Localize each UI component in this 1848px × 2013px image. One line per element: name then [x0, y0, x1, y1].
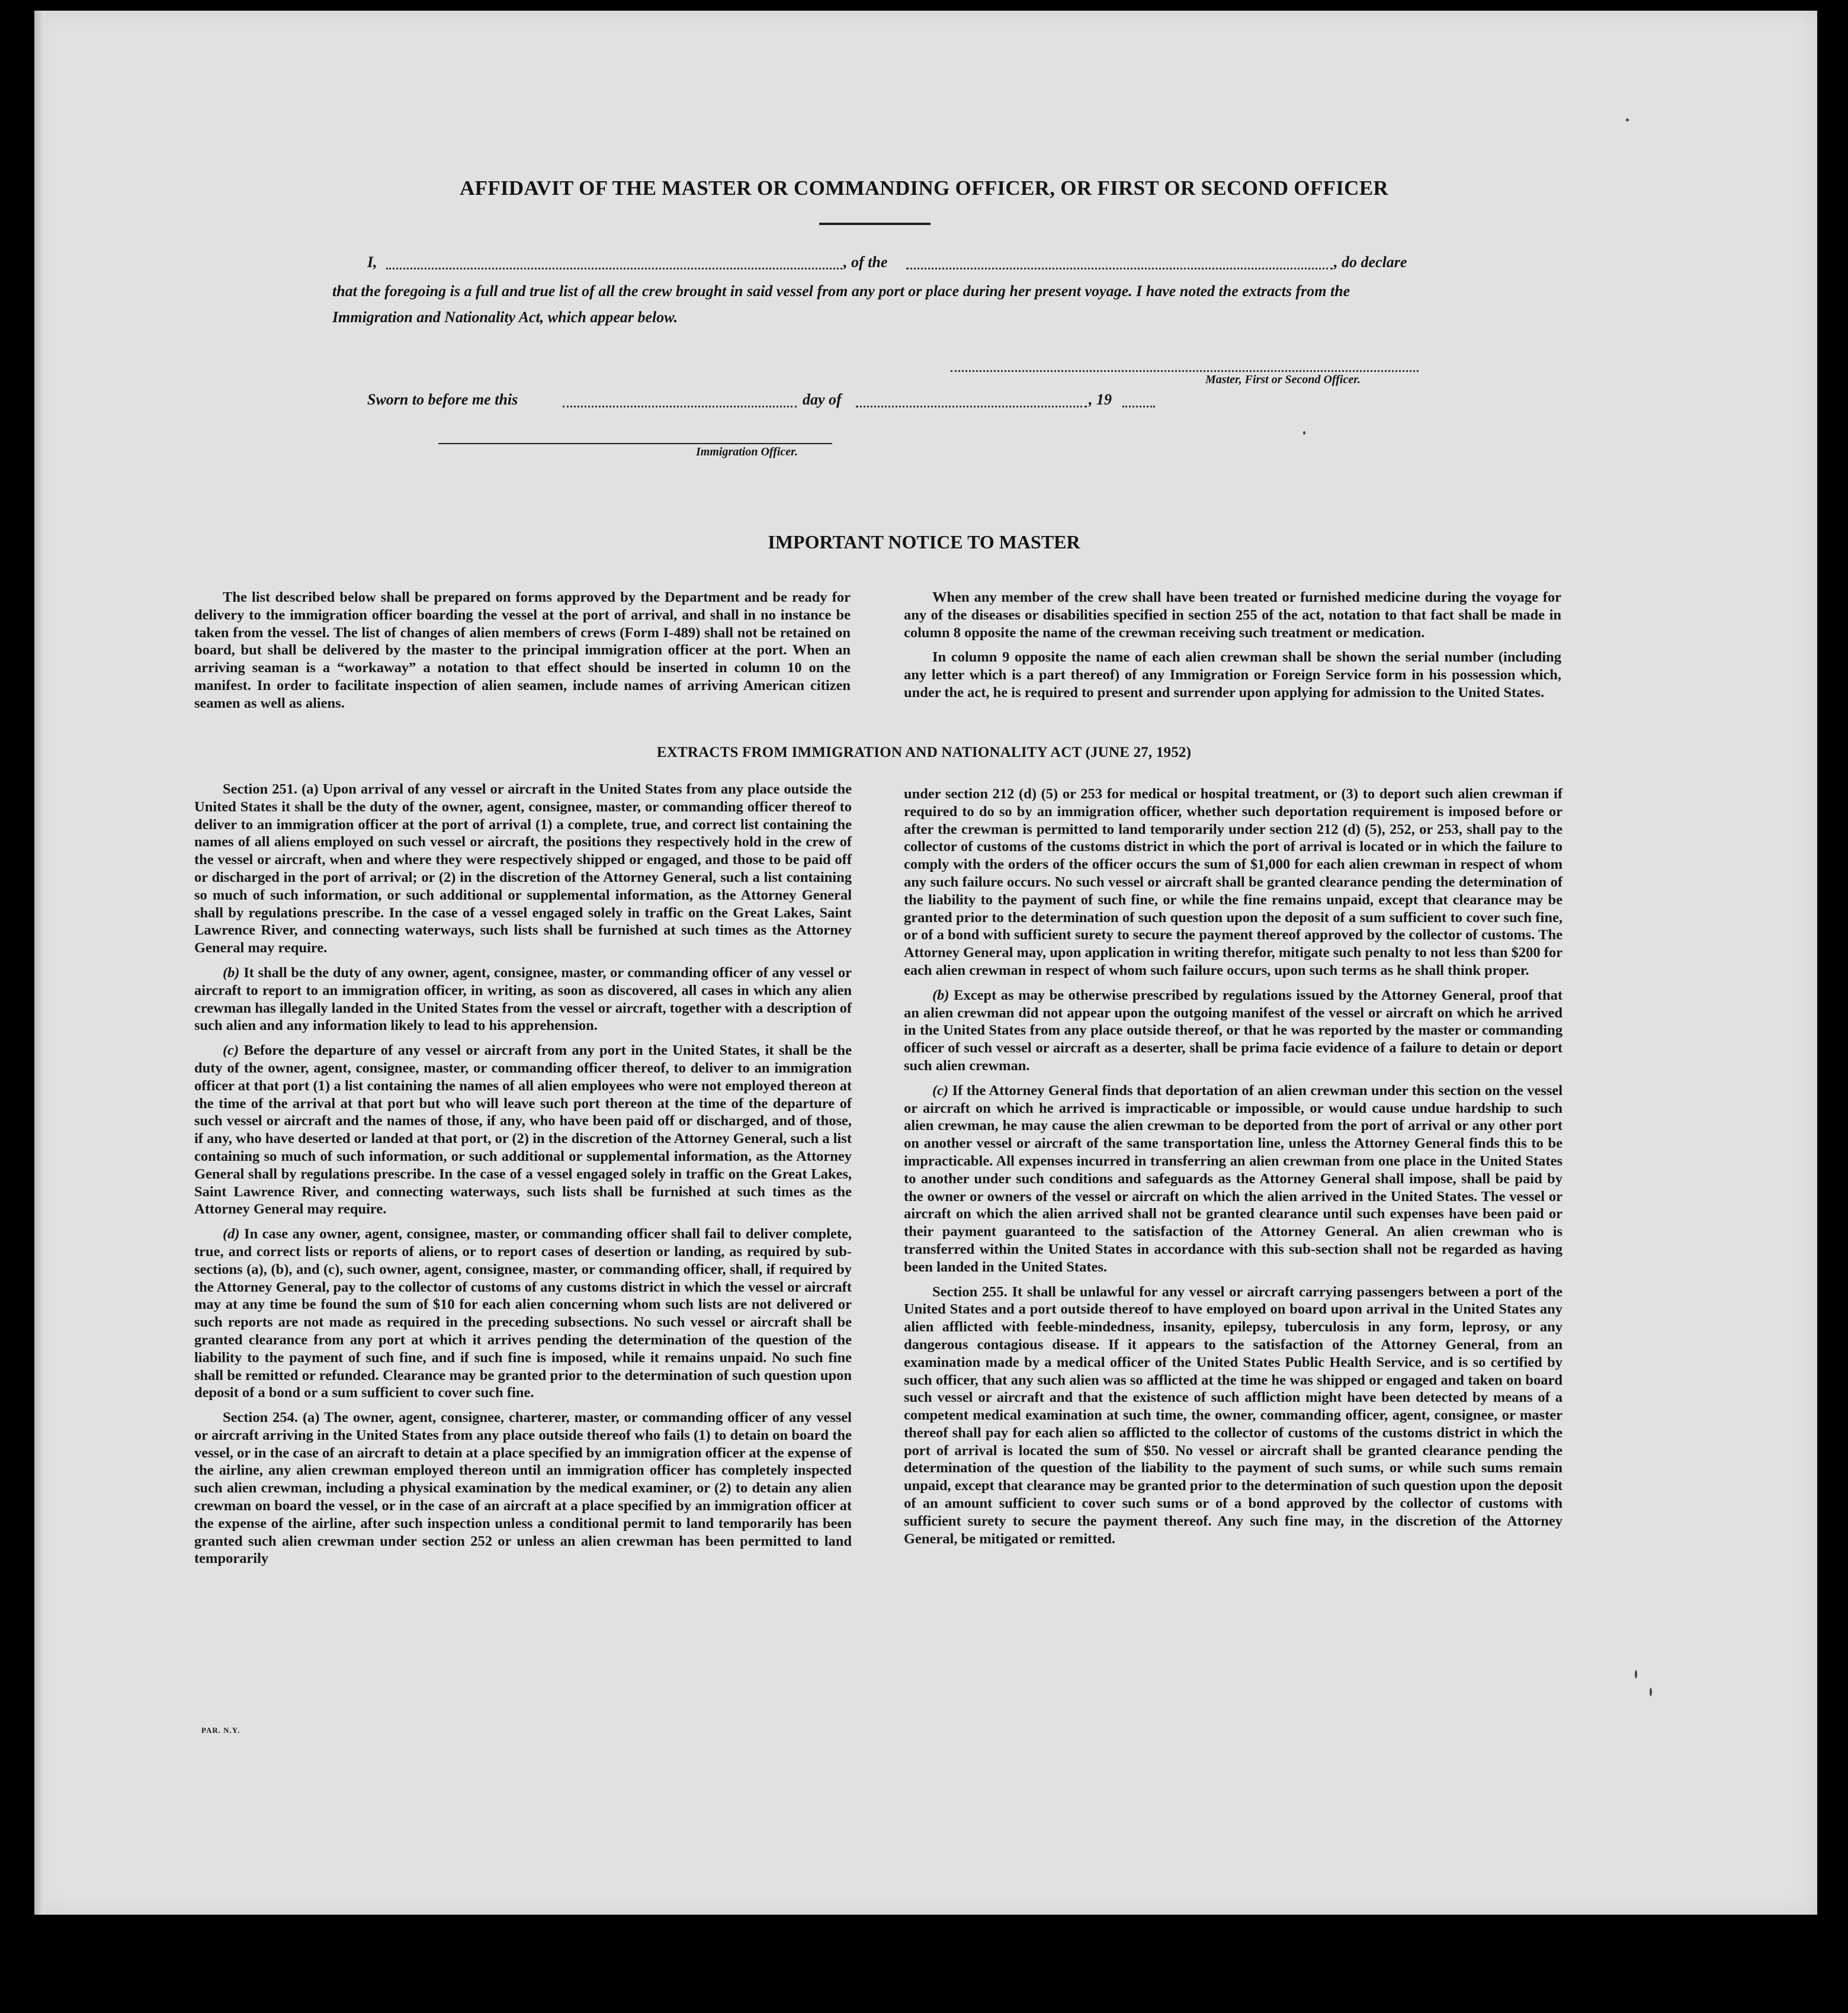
- signature-caption: Master, First or Second Officer.: [1205, 373, 1361, 386]
- sworn-month-blank-line[interactable]: [856, 406, 1087, 407]
- scan-speck: [1626, 118, 1629, 121]
- extract-paragraph: Section 255. It shall be unlawful for any vessel or aircraft carrying passengers between a port of the United States and a port outside thereof to have employed on board upon arrival in the United States any alien afflicted with feeble-mindedness, insanity, epilepsy, tuberculosis in any form, leprosy, or any dangerous contagious disease. If it appears to the satisfaction of the Attorney General, from an examination made by a medical officer of the United States Public Health Service, and is so certified by such officer, that any such alien was so afflicted at the time he was shipped or engaged and taken on board such vessel or aircraft and that the existence of such affliction might have been detected by means of a competent medical examination at such time, the owner, commanding officer, agent, consignee, or master thereof shall pay for each alien so afflicted to the collector of customs of the customs district in which the port of arrival is located the sum of $50. No vessel or aircraft shall be granted clearance pending the determination of the question of the liability to the payment of such sums, or while such sums remain unpaid, except that clearance may be granted prior to the determination of such question upon the deposit of an amount sufficient to cover such sums or of a bond approved by the collector of customs with sufficient surety to secure the payment thereof. Any such fine may, in the discretion of the Attorney General, be mitigated or remitted.: [904, 1283, 1563, 1547]
- affidavit-title: AFFIDAVIT OF THE MASTER OR COMMANDING OFFICER, OR FIRST OR SECOND OFFICER: [460, 176, 1388, 200]
- extract-paragraph: (b) It shall be the duty of any owner, agent, consignee, master, or commanding officer of any vessel or aircraft to report to an immigration officer, in writing, as soon as discovered, all cases in which any alien crewman has illegally landed in the United States from the vessel or aircraft, together with a description of such alien and any information likely to lead to his apprehension.: [194, 964, 852, 1034]
- notice-right-column: [904, 589, 1561, 709]
- extract-paragraph: (d) In case any owner, agent, consignee, master, or commanding officer shall fail to deliver complete, true, and correct lists or reports of aliens, or to report cases of desertion or landing, as required by sub-sections (a), (b), and (c), such owner, agent, consignee, master, or commanding officer, shall, if required by the Attorney General, pay to the collector of customs of any customs district in which the vessel or aircraft may at any time be found the sum of $10 for each alien concerning whom such lists are not delivered or such reports are not made as required in the preceding subsections. No such vessel or aircraft shall be granted clearance from any port at which it arrives pending the determination of the question of the liability to the payment of such fine, and if such fine is imposed, while it remains unpaid. No such fine shall be remitted or refunded. Clearance may be granted prior to the determination of such question upon deposit of a bond or a sum sufficient to cover such fine.: [194, 1226, 852, 1401]
- officer-caption: Immigration Officer.: [696, 445, 798, 458]
- printer-mark: PAR. N.Y.: [201, 1726, 240, 1735]
- name-blank-line[interactable]: [386, 268, 842, 269]
- notice-left-column: [194, 589, 851, 720]
- vessel-blank-line[interactable]: [906, 268, 1333, 269]
- extract-paragraph: Section 251. (a) Upon arrival of any vessel or aircraft in the United States from any place outside the United States it shall be the duty of the owner, agent, consignee, master, or commanding officer thereof to deliver to an immigration officer at the port of arrival (1) a complete, true, and correct list containing the names of all aliens employed on such vessel or aircraft, the positions they respectively hold in the crew of the vessel or aircraft, when and where they were respectively shipped or engaged, and those to be paid off or discharged in the port of arrival; or (2) in the discretion of the Attorney General, such a list containing so much of such information, or such additional or supplemental information, as the Attorney General shall by regulations prescribe. In the case of a vessel engaged solely in traffic on the Great Lakes, Saint Lawrence River, and connecting waterways, such lists shall be furnished at such times as the Attorney General may require.: [194, 781, 852, 956]
- declaration-do-declare-label: , do declare: [1334, 253, 1407, 271]
- extracts-left-column: [194, 781, 852, 1575]
- declaration-of-the-label: , of the: [843, 253, 888, 271]
- extract-paragraph: (b) Except as may be otherwise prescribed by regulations issued by the Attorney General, proof that an alien crewman did not appear upon the outgoing manifest of the vessel or aircraft on which he arrived in the United States from any place outside thereof, or that he was reported by the master or commanding officer of such vessel or aircraft as a deserter, shall be prima facie evidence of a failure to detain or deport such alien crewman.: [904, 987, 1563, 1074]
- extracts-right-column: [904, 785, 1563, 1555]
- officer-signature-line[interactable]: [438, 443, 832, 444]
- day-of-label: day of: [803, 391, 842, 408]
- sworn-year-blank-line[interactable]: [1122, 406, 1155, 407]
- notice-title: IMPORTANT NOTICE TO MASTER: [768, 531, 1080, 553]
- declaration-i-label: I,: [367, 253, 377, 271]
- declaration-statement: that the foregoing is a full and true list of all the crew brought in said vessel from any port or place during her present voyage. I have noted the extracts from the Immigration and Nationality Act, which appear below.: [332, 282, 1350, 326]
- title-underline: [819, 223, 931, 225]
- extract-paragraph: (c) If the Attorney General finds that deportation of an alien crewman under this section on the vessel or aircraft on which he arrived is impracticable or impossible, or would cause undue hardship to such alien crewman, he may cause the alien crewman to be deported from the port of arrival or any other port on another vessel or aircraft of the same transportation line, unless the Attorney General finds this to be impracticable. All expenses incurred in transferring an alien crewman from one place in the United States to another under such conditions and safeguards as the Attorney General shall impose, shall be paid by the owner or owners of the vessel or aircraft on which the alien arrived in the United States. The vessel or aircraft on which the alien arrived shall not be granted clearance until such expenses have been paid or their payment guaranteed to the satisfaction of the Attorney General. An alien crewman who is transferred within the United States in accordance with this sub-section shall not be regarded as having been landed in the United States.: [904, 1082, 1563, 1275]
- scan-speck: [1635, 1670, 1637, 1678]
- notice-right-paragraph-1: When any member of the crew shall have been treated or furnished medicine during the voyage for any of the diseases or disabilities specified in section 255 of the act, notation to that fact shall be made in column 8 opposite the name of the crewman receiving such treatment or medication.: [904, 589, 1561, 641]
- notice-left-paragraph: The list described below shall be prepared on forms approved by the Department and be ready for delivery to the immigration officer boarding the vessel at the port of arrival, and shall in no instance be taken from the vessel. The list of changes of alien members of crews (Form I-489) shall not be retained on board, but shall be delivered by the master to the principal immigration officer at the port. When an arriving seaman is a “workaway” a notation to that effect should be inserted in column 10 on the manifest. In order to facilitate inspection of alien seamen, include names of arriving American citizen seamen as well as aliens.: [194, 589, 851, 711]
- year-label: , 19: [1089, 391, 1112, 408]
- sworn-day-blank-line[interactable]: [563, 406, 797, 407]
- sworn-label: Sworn to before me this: [367, 391, 518, 408]
- extract-paragraph: (c) Before the departure of any vessel or aircraft from any port in the United States, it shall be the duty of the owner, agent, consignee, master, or commanding officer thereof, to deliver to an immigration officer at that port (1) a list containing the names of all alien employees who were not employed thereon at the time of the arrival at that port but who will leave such port thereon at the time of the departure of such vessel or aircraft and the names of those, if any, who have been paid off or discharged, and of those, if any, who have deserted or landed at that port, or (2) in the discretion of the Attorney General, such a list containing so much of such information, or such additional or supplemental information, as the Attorney General shall by regulations prescribe. In the case of a vessel engaged solely in traffic on the Great Lakes, Saint Lawrence River, and connecting waterways, such lists shall be furnished at such times as the Attorney General may require.: [194, 1042, 852, 1218]
- signature-blank-line[interactable]: [951, 370, 1419, 372]
- extract-paragraph: under section 212 (d) (5) or 253 for medical or hospital treatment, or (3) to deport such alien crewman if required to do so by an immigration officer, whether such deportation requirement is imposed before or after the crewman is permitted to land temporarily under section 212 (d) (5), 252, or 253, shall pay to the collector of customs of the customs district in which the port of arrival is located or in which the failure to comply with the orders of the officer occurs the sum of $1,000 for each alien crewman in respect of whom any such failure occurs. No such vessel or aircraft shall be granted clearance pending the determination of the liability to the payment of such fine, or while the fine remains unpaid, except that clearance may be granted prior to the determination of such question upon the deposit of a sum sufficient to cover such fine, or of a bond with sufficient surety to secure the payment thereof approved by the collector of customs. The Attorney General may, upon application in writing therefor, mitigate such penalty to not less than $200 for each alien crewman in respect of whom such failure occurs, upon such terms as he shall think proper.: [904, 786, 1563, 978]
- scan-speck: [1303, 431, 1305, 435]
- notice-right-paragraph-2: In column 9 opposite the name of each alien crewman shall be shown the serial number (including any letter which is a part thereof) of any Immigration or Foreign Service form in his possession which, under the act, he is required to present and surrender upon applying for admission to the United States.: [904, 649, 1561, 701]
- extract-paragraph: Section 254. (a) The owner, agent, consignee, charterer, master, or commanding officer of any vessel or aircraft arriving in the United States from any place outside thereof who fails (1) to detain on board the vessel, or in the case of an aircraft to detain at a place specified by an immigration officer at the expense of the airline, any alien crewman employed thereon until an immigration officer has completely inspected such alien crewman, including a physical examination by the medical examiner, or (2) to detain any alien crewman on board the vessel, or in the case of an aircraft at a place specified by an immigration officer at the expense of the airline, after such inspection unless a conditional permit to land temporarily has been granted such alien crewman under section 252 or unless an alien crewman has been permitted to land temporarily: [194, 1410, 852, 1567]
- extracts-title: EXTRACTS FROM IMMIGRATION AND NATIONALITY ACT (JUNE 27, 1952): [656, 744, 1192, 760]
- page-edge-shadow: [34, 11, 45, 1915]
- scan-speck: [1650, 1688, 1652, 1696]
